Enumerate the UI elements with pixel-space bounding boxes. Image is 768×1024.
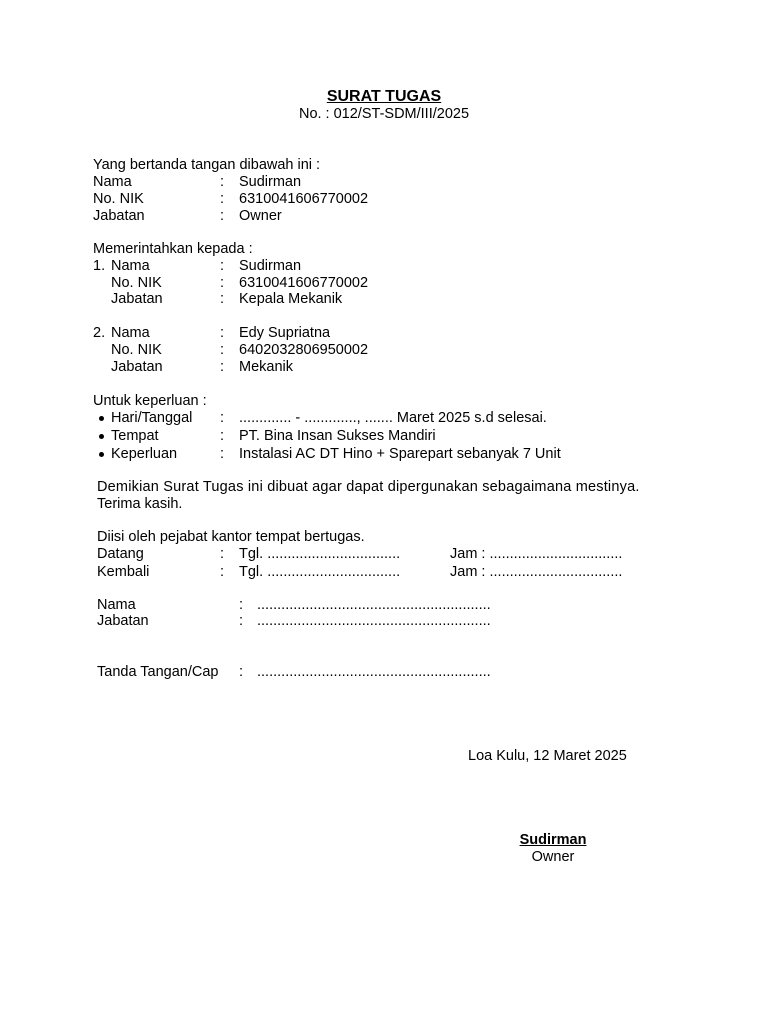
purpose-item-need bbox=[0, 446, 768, 463]
field-value: Instalasi AC DT Hino + Sparepart sebanyak 7 Unit bbox=[239, 446, 561, 462]
field-label: Jabatan bbox=[97, 613, 149, 629]
field-label: Nama bbox=[93, 174, 132, 190]
field-separator: : bbox=[220, 410, 225, 426]
field-value: Sudirman bbox=[239, 258, 302, 274]
time-blank: Jam : ................................. bbox=[450, 564, 623, 580]
field-separator: : bbox=[220, 291, 225, 307]
field-blank: .......................................................... bbox=[257, 664, 491, 680]
field-label: Tempat bbox=[111, 428, 159, 444]
signer-title: Owner bbox=[531, 849, 575, 865]
bullet-icon bbox=[99, 416, 104, 421]
field-separator: : bbox=[220, 258, 225, 274]
document-title: SURAT TUGAS bbox=[326, 88, 442, 105]
field-separator: : bbox=[239, 613, 244, 629]
signatory-intro: Yang bertanda tangan dibawah ini : bbox=[93, 157, 321, 173]
field-separator: : bbox=[220, 342, 225, 358]
field-value: Owner bbox=[239, 208, 282, 224]
closing-thanks: Terima kasih. bbox=[97, 496, 183, 512]
field-separator: : bbox=[220, 446, 225, 462]
field-separator: : bbox=[220, 564, 225, 580]
assignees-intro: Memerintahkan kepada : bbox=[93, 241, 253, 257]
field-label: Datang bbox=[97, 546, 144, 562]
field-label: Jabatan bbox=[111, 291, 163, 307]
assignee-1-row-position bbox=[0, 291, 768, 308]
field-separator: : bbox=[220, 325, 225, 341]
field-label: No. NIK bbox=[111, 342, 162, 358]
assignee-2-row-position bbox=[0, 359, 768, 376]
field-label: Jabatan bbox=[93, 208, 145, 224]
assignee-2-row-name bbox=[0, 325, 768, 342]
signatory-row-name bbox=[0, 174, 768, 191]
field-value: 6402032806950002 bbox=[239, 342, 369, 358]
field-value: Kepala Mekanik bbox=[239, 291, 343, 307]
field-separator: : bbox=[239, 597, 244, 613]
closing-statement: Demikian Surat Tugas ini dibuat agar dapat dipergunakan sebagaimana mestinya. bbox=[97, 479, 640, 495]
signatory-row-position bbox=[0, 208, 768, 225]
field-label: Nama bbox=[111, 325, 150, 341]
assignee-2-row-nik bbox=[0, 342, 768, 359]
bullet-icon bbox=[99, 452, 104, 457]
field-label: Jabatan bbox=[111, 359, 163, 375]
field-label: Nama bbox=[111, 258, 150, 274]
office-intro: Diisi oleh pejabat kantor tempat bertugas. bbox=[97, 529, 365, 545]
office-row-arrival bbox=[0, 546, 768, 563]
field-label: Hari/Tanggal bbox=[111, 410, 193, 426]
field-label: Keperluan bbox=[111, 446, 178, 462]
time-blank: Jam : ................................. bbox=[450, 546, 623, 562]
field-label: Tanda Tangan/Cap bbox=[97, 664, 219, 680]
field-separator: : bbox=[220, 546, 225, 562]
field-separator: : bbox=[220, 191, 225, 207]
field-label: Nama bbox=[97, 597, 136, 613]
document-number: No. : 012/ST-SDM/III/2025 bbox=[298, 106, 470, 122]
field-separator: : bbox=[239, 664, 244, 680]
purpose-item-date bbox=[0, 410, 768, 427]
place-date: Loa Kulu, 12 Maret 2025 bbox=[468, 748, 627, 764]
field-value: Sudirman bbox=[239, 174, 302, 190]
field-value: Edy Supriatna bbox=[239, 325, 331, 341]
field-value: PT. Bina Insan Sukses Mandiri bbox=[239, 428, 436, 444]
field-value: Mekanik bbox=[239, 359, 293, 375]
date-blank: Tgl. ................................. bbox=[239, 564, 401, 580]
assignee-number: 1. bbox=[93, 258, 106, 274]
field-separator: : bbox=[220, 359, 225, 375]
field-blank: .......................................................... bbox=[257, 597, 491, 613]
field-value: 6310041606770002 bbox=[239, 275, 369, 291]
bullet-icon bbox=[99, 434, 104, 439]
date-blank: Tgl. ................................. bbox=[239, 546, 401, 562]
stamp-row bbox=[0, 664, 768, 681]
purpose-item-place bbox=[0, 428, 768, 445]
assignee-number: 2. bbox=[93, 325, 106, 341]
field-blank: .......................................................... bbox=[257, 613, 491, 629]
field-separator: : bbox=[220, 428, 225, 444]
field-label: No. NIK bbox=[111, 275, 162, 291]
assignee-1-row-name bbox=[0, 258, 768, 275]
field-separator: : bbox=[220, 275, 225, 291]
signatory-row-nik bbox=[0, 191, 768, 208]
field-separator: : bbox=[220, 174, 225, 190]
field-value: 6310041606770002 bbox=[239, 191, 369, 207]
field-separator: : bbox=[220, 208, 225, 224]
field-label: No. NIK bbox=[93, 191, 144, 207]
signer-name: Sudirman bbox=[519, 832, 587, 848]
field-value: ............. - ............., ....... Maret 2025 s.d selesai. bbox=[239, 410, 547, 426]
officer-row-position bbox=[0, 613, 768, 630]
field-label: Kembali bbox=[97, 564, 150, 580]
assignee-1-row-nik bbox=[0, 275, 768, 292]
purpose-intro: Untuk keperluan : bbox=[93, 393, 207, 409]
officer-row-name bbox=[0, 597, 768, 614]
office-row-return bbox=[0, 564, 768, 581]
